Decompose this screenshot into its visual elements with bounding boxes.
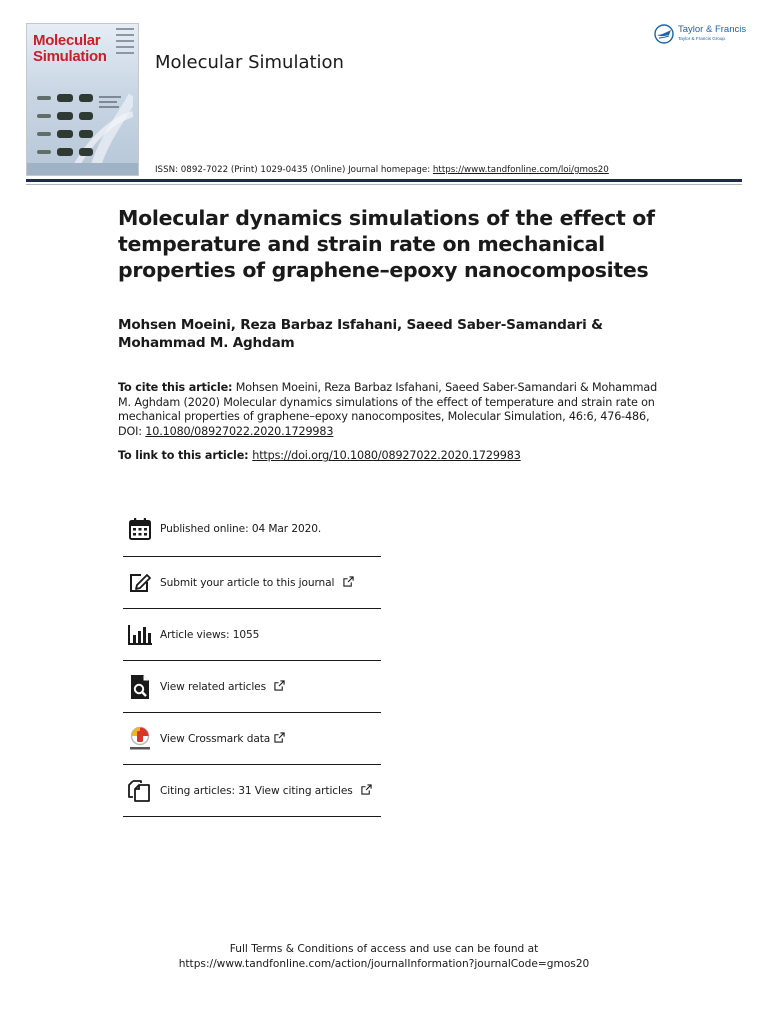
crossmark-icon bbox=[127, 726, 153, 752]
citation-text: Mohsen Moeini, Reza Barbaz Isfahani, Saeed Saber-Samandari & Mohammad M. Aghdam (2020) Molecular dynamics simulations of the effect of temperature and strain rate on mechanical properties of graphene–epoxy nanocomposites, Molecular Simulation, 46:6, 476-486, DOI: bbox=[118, 381, 658, 438]
cover-side-text bbox=[116, 28, 134, 58]
publisher-group: Taylor & Francis Group bbox=[678, 36, 725, 41]
article-authors: Mohsen Moeini, Reza Barbaz Isfahani, Saeed Saber-Samandari & Mohammad M. Aghdam bbox=[118, 317, 603, 351]
calendar-icon bbox=[127, 516, 153, 542]
article-title: Molecular dynamics simulations of the effect of temperature and strain rate on mechanical properties of graphene–epoxy nanocomposites bbox=[118, 206, 655, 282]
publisher-name: Taylor & Francis bbox=[678, 24, 747, 35]
citing-documents-icon bbox=[127, 778, 153, 804]
external-link-icon bbox=[343, 576, 354, 587]
publisher-logo-icon bbox=[654, 24, 674, 44]
journal-cover-image bbox=[26, 23, 139, 176]
article-doi-link[interactable]: https://doi.org/10.1080/08927022.2020.1729983 bbox=[252, 449, 521, 462]
edit-icon bbox=[127, 570, 153, 596]
journal-homepage-link[interactable]: https://www.tandfonline.com/loi/gmos20 bbox=[432, 165, 609, 175]
published-online-item bbox=[123, 502, 381, 557]
journal-name: Molecular Simulation bbox=[155, 52, 344, 73]
article-views-item bbox=[123, 609, 381, 661]
related-articles-link[interactable]: View related articles bbox=[160, 681, 266, 693]
external-link-icon bbox=[274, 680, 285, 691]
header-divider-thin bbox=[26, 184, 742, 185]
related-articles-item[interactable] bbox=[123, 661, 381, 713]
published-online-text: Published online: 04 Mar 2020. bbox=[160, 523, 322, 535]
article-link-block bbox=[118, 449, 678, 463]
article-link-label: To link to this article: bbox=[118, 449, 253, 462]
submit-article-link[interactable]: Submit your article to this journal bbox=[160, 577, 335, 589]
citation-label: To cite this article: bbox=[118, 381, 233, 394]
terms-text: Full Terms & Conditions of access and use can be found at bbox=[229, 943, 539, 955]
citation-doi-link[interactable]: 10.1080/08927022.2020.1729983 bbox=[145, 424, 334, 438]
citing-articles-link[interactable]: Citing articles: 31 View citing articles bbox=[160, 785, 353, 797]
terms-footer bbox=[0, 942, 768, 971]
issn-line bbox=[155, 165, 609, 175]
publisher-logo bbox=[654, 22, 749, 50]
article-info-list bbox=[123, 502, 381, 817]
header-divider bbox=[26, 179, 742, 182]
citing-articles-item[interactable] bbox=[123, 765, 381, 817]
crossmark-link[interactable]: View Crossmark data bbox=[160, 733, 271, 745]
crossmark-item[interactable] bbox=[123, 713, 381, 765]
citation-block bbox=[118, 381, 658, 439]
external-link-icon bbox=[361, 784, 372, 795]
article-views-text: Article views: 1055 bbox=[160, 628, 260, 641]
external-link-icon bbox=[274, 732, 285, 743]
bar-chart-icon bbox=[127, 622, 153, 648]
cover-title: Molecular Simulation bbox=[33, 32, 107, 65]
terms-url[interactable]: https://www.tandfonline.com/action/journalInformation?journalCode=gmos20 bbox=[178, 957, 590, 970]
search-document-icon bbox=[127, 674, 153, 700]
submit-article-item[interactable] bbox=[123, 557, 381, 609]
cover-artwork bbox=[35, 86, 133, 168]
issn-text: ISSN: 0892-7022 (Print) 1029-0435 (Online) Journal homepage: bbox=[155, 165, 433, 175]
